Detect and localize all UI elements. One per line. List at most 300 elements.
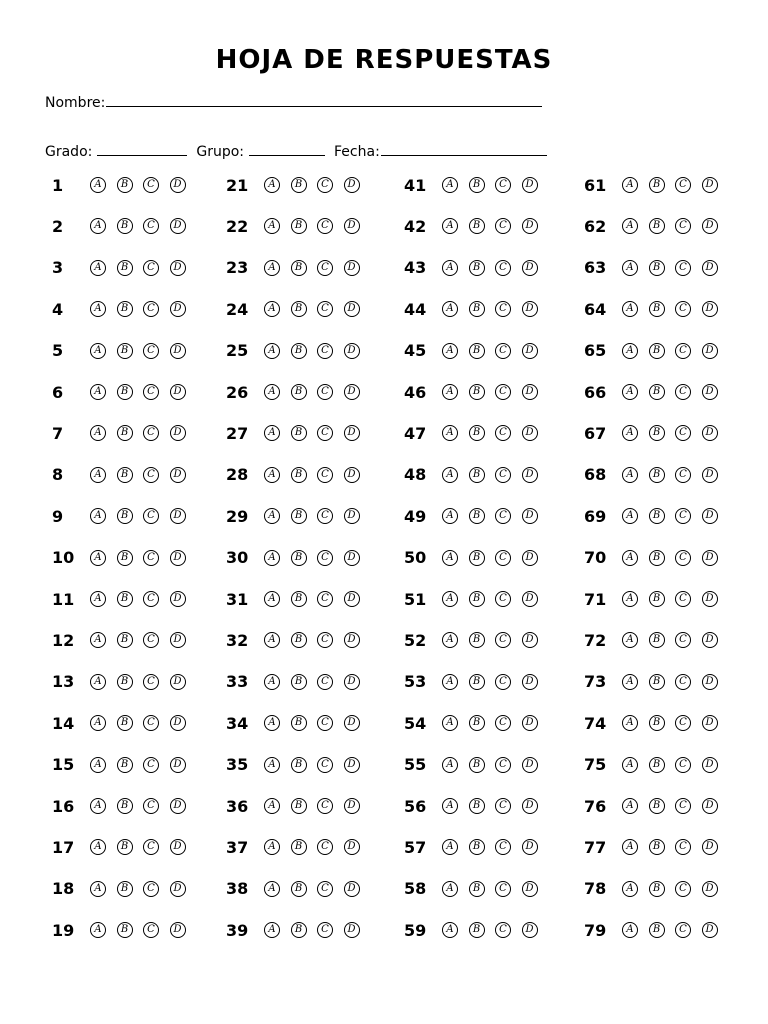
answer-bubble-a[interactable]: A [622,632,638,648]
answer-bubble-d[interactable]: D [522,260,538,276]
answer-bubble-c[interactable]: C [675,798,691,814]
answer-bubble-a[interactable]: A [264,301,280,317]
answer-bubble-a[interactable]: A [90,839,106,855]
answer-bubble-a[interactable]: A [622,922,638,938]
answer-bubble-c[interactable]: C [495,467,511,483]
answer-bubble-d[interactable]: D [702,715,718,731]
answer-bubble-b[interactable]: B [469,508,485,524]
answer-bubble-d[interactable]: D [522,550,538,566]
answer-bubble-d[interactable]: D [170,301,186,317]
answer-bubble-d[interactable]: D [522,591,538,607]
answer-bubble-a[interactable]: A [90,343,106,359]
answer-bubble-d[interactable]: D [702,881,718,897]
answer-bubble-d[interactable]: D [522,632,538,648]
answer-bubble-a[interactable]: A [90,922,106,938]
answer-bubble-a[interactable]: A [622,508,638,524]
answer-bubble-b[interactable]: B [117,467,133,483]
answer-bubble-d[interactable]: D [702,508,718,524]
answer-bubble-b[interactable]: B [291,798,307,814]
answer-bubble-b[interactable]: B [291,384,307,400]
answer-bubble-c[interactable]: C [317,839,333,855]
answer-bubble-b[interactable]: B [291,632,307,648]
answer-bubble-d[interactable]: D [170,177,186,193]
answer-bubble-c[interactable]: C [317,632,333,648]
answer-bubble-b[interactable]: B [117,384,133,400]
answer-bubble-d[interactable]: D [344,839,360,855]
answer-bubble-a[interactable]: A [90,177,106,193]
answer-bubble-d[interactable]: D [702,218,718,234]
answer-bubble-a[interactable]: A [264,508,280,524]
answer-bubble-b[interactable]: B [649,674,665,690]
answer-bubble-c[interactable]: C [495,881,511,897]
answer-bubble-b[interactable]: B [649,218,665,234]
answer-bubble-d[interactable]: D [344,674,360,690]
answer-bubble-d[interactable]: D [170,632,186,648]
answer-bubble-b[interactable]: B [291,881,307,897]
answer-bubble-a[interactable]: A [264,218,280,234]
answer-bubble-c[interactable]: C [317,591,333,607]
answer-bubble-c[interactable]: C [675,922,691,938]
answer-bubble-c[interactable]: C [495,260,511,276]
answer-bubble-b[interactable]: B [469,425,485,441]
answer-bubble-c[interactable]: C [143,218,159,234]
answer-bubble-c[interactable]: C [143,881,159,897]
answer-bubble-d[interactable]: D [344,508,360,524]
answer-bubble-a[interactable]: A [622,343,638,359]
answer-bubble-a[interactable]: A [622,881,638,897]
answer-bubble-d[interactable]: D [344,218,360,234]
answer-bubble-d[interactable]: D [170,798,186,814]
answer-bubble-a[interactable]: A [264,757,280,773]
answer-bubble-c[interactable]: C [495,177,511,193]
answer-bubble-b[interactable]: B [469,922,485,938]
answer-bubble-d[interactable]: D [702,839,718,855]
answer-bubble-c[interactable]: C [675,260,691,276]
answer-bubble-a[interactable]: A [622,384,638,400]
answer-bubble-a[interactable]: A [90,757,106,773]
answer-bubble-c[interactable]: C [495,922,511,938]
answer-bubble-c[interactable]: C [675,881,691,897]
answer-bubble-a[interactable]: A [264,467,280,483]
answer-bubble-c[interactable]: C [143,508,159,524]
answer-bubble-a[interactable]: A [90,550,106,566]
answer-bubble-d[interactable]: D [170,591,186,607]
answer-bubble-a[interactable]: A [264,922,280,938]
answer-bubble-d[interactable]: D [702,798,718,814]
answer-bubble-c[interactable]: C [317,384,333,400]
answer-bubble-a[interactable]: A [442,922,458,938]
answer-bubble-a[interactable]: A [264,839,280,855]
answer-bubble-a[interactable]: A [90,715,106,731]
answer-bubble-c[interactable]: C [143,301,159,317]
answer-bubble-d[interactable]: D [344,550,360,566]
answer-bubble-a[interactable]: A [442,425,458,441]
answer-bubble-d[interactable]: D [522,757,538,773]
answer-bubble-c[interactable]: C [143,715,159,731]
answer-bubble-a[interactable]: A [90,508,106,524]
answer-bubble-c[interactable]: C [143,177,159,193]
answer-bubble-d[interactable]: D [344,757,360,773]
answer-bubble-a[interactable]: A [264,632,280,648]
answer-bubble-b[interactable]: B [469,881,485,897]
answer-bubble-c[interactable]: C [675,343,691,359]
answer-bubble-c[interactable]: C [317,177,333,193]
answer-bubble-b[interactable]: B [117,715,133,731]
answer-bubble-c[interactable]: C [317,881,333,897]
answer-bubble-b[interactable]: B [117,757,133,773]
answer-bubble-c[interactable]: C [143,260,159,276]
answer-bubble-c[interactable]: C [143,343,159,359]
answer-bubble-d[interactable]: D [702,591,718,607]
answer-bubble-c[interactable]: C [143,922,159,938]
answer-bubble-a[interactable]: A [264,384,280,400]
answer-bubble-d[interactable]: D [170,425,186,441]
answer-bubble-d[interactable]: D [702,384,718,400]
answer-bubble-a[interactable]: A [442,384,458,400]
answer-bubble-d[interactable]: D [522,218,538,234]
answer-bubble-a[interactable]: A [442,798,458,814]
answer-bubble-b[interactable]: B [117,343,133,359]
answer-bubble-a[interactable]: A [442,591,458,607]
answer-bubble-b[interactable]: B [117,177,133,193]
answer-bubble-a[interactable]: A [264,881,280,897]
answer-bubble-b[interactable]: B [649,715,665,731]
answer-bubble-b[interactable]: B [649,508,665,524]
answer-bubble-d[interactable]: D [170,384,186,400]
answer-bubble-d[interactable]: D [522,384,538,400]
answer-bubble-a[interactable]: A [264,798,280,814]
answer-bubble-a[interactable]: A [264,591,280,607]
answer-bubble-a[interactable]: A [622,715,638,731]
answer-bubble-d[interactable]: D [344,715,360,731]
answer-bubble-b[interactable]: B [117,591,133,607]
answer-bubble-c[interactable]: C [317,301,333,317]
answer-bubble-c[interactable]: C [317,674,333,690]
answer-bubble-a[interactable]: A [442,839,458,855]
answer-bubble-b[interactable]: B [291,715,307,731]
answer-bubble-c[interactable]: C [495,632,511,648]
answer-bubble-b[interactable]: B [291,425,307,441]
answer-bubble-b[interactable]: B [117,674,133,690]
answer-bubble-d[interactable]: D [170,922,186,938]
answer-bubble-d[interactable]: D [522,881,538,897]
answer-bubble-d[interactable]: D [344,591,360,607]
answer-bubble-b[interactable]: B [469,384,485,400]
answer-bubble-a[interactable]: A [90,301,106,317]
answer-bubble-a[interactable]: A [622,674,638,690]
answer-bubble-a[interactable]: A [442,218,458,234]
answer-bubble-a[interactable]: A [622,467,638,483]
answer-bubble-b[interactable]: B [117,881,133,897]
answer-bubble-a[interactable]: A [442,715,458,731]
answer-bubble-c[interactable]: C [317,922,333,938]
answer-bubble-c[interactable]: C [495,839,511,855]
answer-bubble-c[interactable]: C [317,715,333,731]
answer-bubble-a[interactable]: A [90,260,106,276]
answer-bubble-b[interactable]: B [469,467,485,483]
answer-bubble-b[interactable]: B [649,632,665,648]
answer-bubble-a[interactable]: A [90,798,106,814]
answer-bubble-d[interactable]: D [344,260,360,276]
answer-bubble-b[interactable]: B [469,757,485,773]
answer-bubble-d[interactable]: D [344,798,360,814]
answer-bubble-c[interactable]: C [495,425,511,441]
answer-bubble-c[interactable]: C [317,508,333,524]
answer-bubble-b[interactable]: B [291,343,307,359]
answer-bubble-a[interactable]: A [622,177,638,193]
answer-bubble-d[interactable]: D [170,550,186,566]
answer-bubble-d[interactable]: D [522,343,538,359]
answer-bubble-c[interactable]: C [495,757,511,773]
answer-bubble-c[interactable]: C [495,798,511,814]
answer-bubble-b[interactable]: B [469,177,485,193]
answer-bubble-d[interactable]: D [702,343,718,359]
answer-bubble-d[interactable]: D [702,260,718,276]
answer-bubble-d[interactable]: D [170,260,186,276]
answer-bubble-d[interactable]: D [170,343,186,359]
answer-bubble-c[interactable]: C [675,591,691,607]
answer-bubble-c[interactable]: C [317,343,333,359]
answer-bubble-b[interactable]: B [469,550,485,566]
answer-bubble-b[interactable]: B [291,467,307,483]
answer-bubble-b[interactable]: B [117,839,133,855]
answer-bubble-b[interactable]: B [649,839,665,855]
answer-bubble-b[interactable]: B [649,260,665,276]
answer-bubble-c[interactable]: C [495,550,511,566]
answer-bubble-b[interactable]: B [117,550,133,566]
answer-bubble-b[interactable]: B [469,260,485,276]
answer-bubble-b[interactable]: B [291,674,307,690]
answer-bubble-c[interactable]: C [143,384,159,400]
answer-bubble-b[interactable]: B [649,343,665,359]
answer-bubble-c[interactable]: C [143,798,159,814]
answer-bubble-a[interactable]: A [90,591,106,607]
answer-bubble-a[interactable]: A [442,467,458,483]
answer-bubble-a[interactable]: A [90,384,106,400]
answer-bubble-b[interactable]: B [649,922,665,938]
answer-bubble-b[interactable]: B [649,798,665,814]
answer-bubble-d[interactable]: D [522,674,538,690]
answer-bubble-a[interactable]: A [90,881,106,897]
answer-bubble-d[interactable]: D [344,343,360,359]
answer-bubble-b[interactable]: B [291,218,307,234]
answer-bubble-c[interactable]: C [317,425,333,441]
answer-bubble-a[interactable]: A [264,343,280,359]
answer-bubble-a[interactable]: A [264,715,280,731]
answer-bubble-b[interactable]: B [291,591,307,607]
answer-bubble-b[interactable]: B [117,798,133,814]
answer-bubble-a[interactable]: A [90,674,106,690]
answer-bubble-c[interactable]: C [675,177,691,193]
answer-bubble-b[interactable]: B [649,301,665,317]
answer-bubble-b[interactable]: B [469,839,485,855]
answer-bubble-a[interactable]: A [442,550,458,566]
answer-bubble-a[interactable]: A [622,260,638,276]
answer-bubble-c[interactable]: C [143,839,159,855]
answer-bubble-a[interactable]: A [264,260,280,276]
answer-bubble-a[interactable]: A [442,260,458,276]
answer-bubble-c[interactable]: C [495,384,511,400]
answer-bubble-c[interactable]: C [317,467,333,483]
answer-bubble-d[interactable]: D [522,839,538,855]
answer-bubble-d[interactable]: D [702,467,718,483]
answer-bubble-c[interactable]: C [675,550,691,566]
answer-bubble-b[interactable]: B [291,177,307,193]
answer-bubble-b[interactable]: B [117,218,133,234]
answer-bubble-c[interactable]: C [675,757,691,773]
answer-bubble-d[interactable]: D [522,508,538,524]
answer-bubble-c[interactable]: C [495,674,511,690]
answer-bubble-c[interactable]: C [143,467,159,483]
answer-bubble-d[interactable]: D [522,715,538,731]
answer-bubble-d[interactable]: D [344,881,360,897]
answer-bubble-a[interactable]: A [442,177,458,193]
answer-bubble-c[interactable]: C [317,550,333,566]
answer-bubble-b[interactable]: B [649,384,665,400]
answer-bubble-d[interactable]: D [702,757,718,773]
answer-bubble-d[interactable]: D [522,467,538,483]
answer-bubble-b[interactable]: B [117,301,133,317]
answer-bubble-d[interactable]: D [702,301,718,317]
answer-bubble-b[interactable]: B [291,508,307,524]
answer-bubble-b[interactable]: B [291,550,307,566]
answer-bubble-b[interactable]: B [117,632,133,648]
answer-bubble-c[interactable]: C [143,757,159,773]
answer-bubble-d[interactable]: D [522,798,538,814]
answer-bubble-a[interactable]: A [90,218,106,234]
answer-bubble-b[interactable]: B [469,301,485,317]
answer-bubble-d[interactable]: D [170,839,186,855]
answer-bubble-c[interactable]: C [495,715,511,731]
answer-bubble-c[interactable]: C [675,218,691,234]
answer-bubble-d[interactable]: D [702,425,718,441]
answer-bubble-c[interactable]: C [675,425,691,441]
answer-bubble-a[interactable]: A [90,467,106,483]
answer-bubble-b[interactable]: B [117,508,133,524]
answer-bubble-b[interactable]: B [649,881,665,897]
answer-bubble-c[interactable]: C [675,384,691,400]
answer-bubble-c[interactable]: C [495,343,511,359]
answer-bubble-d[interactable]: D [170,715,186,731]
answer-bubble-c[interactable]: C [317,218,333,234]
answer-bubble-b[interactable]: B [649,177,665,193]
answer-bubble-d[interactable]: D [702,177,718,193]
answer-bubble-d[interactable]: D [522,301,538,317]
answer-bubble-b[interactable]: B [469,715,485,731]
answer-bubble-a[interactable]: A [622,757,638,773]
answer-bubble-a[interactable]: A [264,550,280,566]
answer-bubble-a[interactable]: A [622,425,638,441]
answer-bubble-d[interactable]: D [702,922,718,938]
answer-bubble-c[interactable]: C [675,301,691,317]
answer-bubble-d[interactable]: D [170,467,186,483]
answer-bubble-a[interactable]: A [442,674,458,690]
answer-bubble-c[interactable]: C [317,260,333,276]
answer-bubble-b[interactable]: B [117,425,133,441]
answer-bubble-b[interactable]: B [469,674,485,690]
answer-bubble-b[interactable]: B [117,260,133,276]
answer-bubble-d[interactable]: D [170,508,186,524]
answer-bubble-b[interactable]: B [649,550,665,566]
answer-bubble-b[interactable]: B [649,467,665,483]
answer-bubble-a[interactable]: A [442,757,458,773]
answer-bubble-c[interactable]: C [675,508,691,524]
answer-bubble-d[interactable]: D [344,301,360,317]
answer-bubble-b[interactable]: B [649,425,665,441]
answer-bubble-b[interactable]: B [291,839,307,855]
answer-bubble-c[interactable]: C [143,674,159,690]
answer-bubble-b[interactable]: B [469,343,485,359]
answer-bubble-c[interactable]: C [495,218,511,234]
answer-bubble-a[interactable]: A [264,425,280,441]
answer-bubble-b[interactable]: B [649,757,665,773]
answer-bubble-a[interactable]: A [442,301,458,317]
answer-bubble-d[interactable]: D [522,177,538,193]
answer-bubble-d[interactable]: D [170,757,186,773]
answer-bubble-c[interactable]: C [143,550,159,566]
answer-bubble-a[interactable]: A [622,591,638,607]
answer-bubble-a[interactable]: A [442,632,458,648]
answer-bubble-a[interactable]: A [622,301,638,317]
answer-bubble-c[interactable]: C [143,632,159,648]
answer-bubble-c[interactable]: C [143,425,159,441]
answer-bubble-b[interactable]: B [117,922,133,938]
answer-bubble-d[interactable]: D [344,177,360,193]
answer-bubble-d[interactable]: D [344,632,360,648]
answer-bubble-b[interactable]: B [469,632,485,648]
answer-bubble-a[interactable]: A [442,508,458,524]
answer-bubble-a[interactable]: A [90,425,106,441]
answer-bubble-b[interactable]: B [469,798,485,814]
answer-bubble-b[interactable]: B [291,922,307,938]
answer-bubble-a[interactable]: A [442,881,458,897]
answer-bubble-b[interactable]: B [469,218,485,234]
answer-bubble-c[interactable]: C [495,591,511,607]
answer-bubble-d[interactable]: D [522,425,538,441]
answer-bubble-d[interactable]: D [702,674,718,690]
answer-bubble-d[interactable]: D [344,467,360,483]
answer-bubble-b[interactable]: B [469,591,485,607]
answer-bubble-c[interactable]: C [675,674,691,690]
answer-bubble-c[interactable]: C [675,467,691,483]
answer-bubble-a[interactable]: A [622,839,638,855]
answer-bubble-c[interactable]: C [495,301,511,317]
answer-bubble-a[interactable]: A [622,218,638,234]
answer-bubble-c[interactable]: C [495,508,511,524]
answer-bubble-c[interactable]: C [675,839,691,855]
answer-bubble-d[interactable]: D [522,922,538,938]
answer-bubble-d[interactable]: D [702,550,718,566]
answer-bubble-d[interactable]: D [344,922,360,938]
answer-bubble-c[interactable]: C [317,757,333,773]
answer-bubble-b[interactable]: B [291,757,307,773]
answer-bubble-d[interactable]: D [170,218,186,234]
answer-bubble-d[interactable]: D [344,384,360,400]
answer-bubble-c[interactable]: C [317,798,333,814]
answer-bubble-d[interactable]: D [170,881,186,897]
answer-bubble-a[interactable]: A [442,343,458,359]
answer-bubble-c[interactable]: C [143,591,159,607]
answer-bubble-a[interactable]: A [90,632,106,648]
answer-bubble-d[interactable]: D [702,632,718,648]
answer-bubble-a[interactable]: A [264,674,280,690]
answer-bubble-a[interactable]: A [264,177,280,193]
answer-bubble-d[interactable]: D [170,674,186,690]
answer-bubble-b[interactable]: B [291,301,307,317]
answer-bubble-d[interactable]: D [344,425,360,441]
answer-bubble-b[interactable]: B [649,591,665,607]
answer-bubble-a[interactable]: A [622,550,638,566]
